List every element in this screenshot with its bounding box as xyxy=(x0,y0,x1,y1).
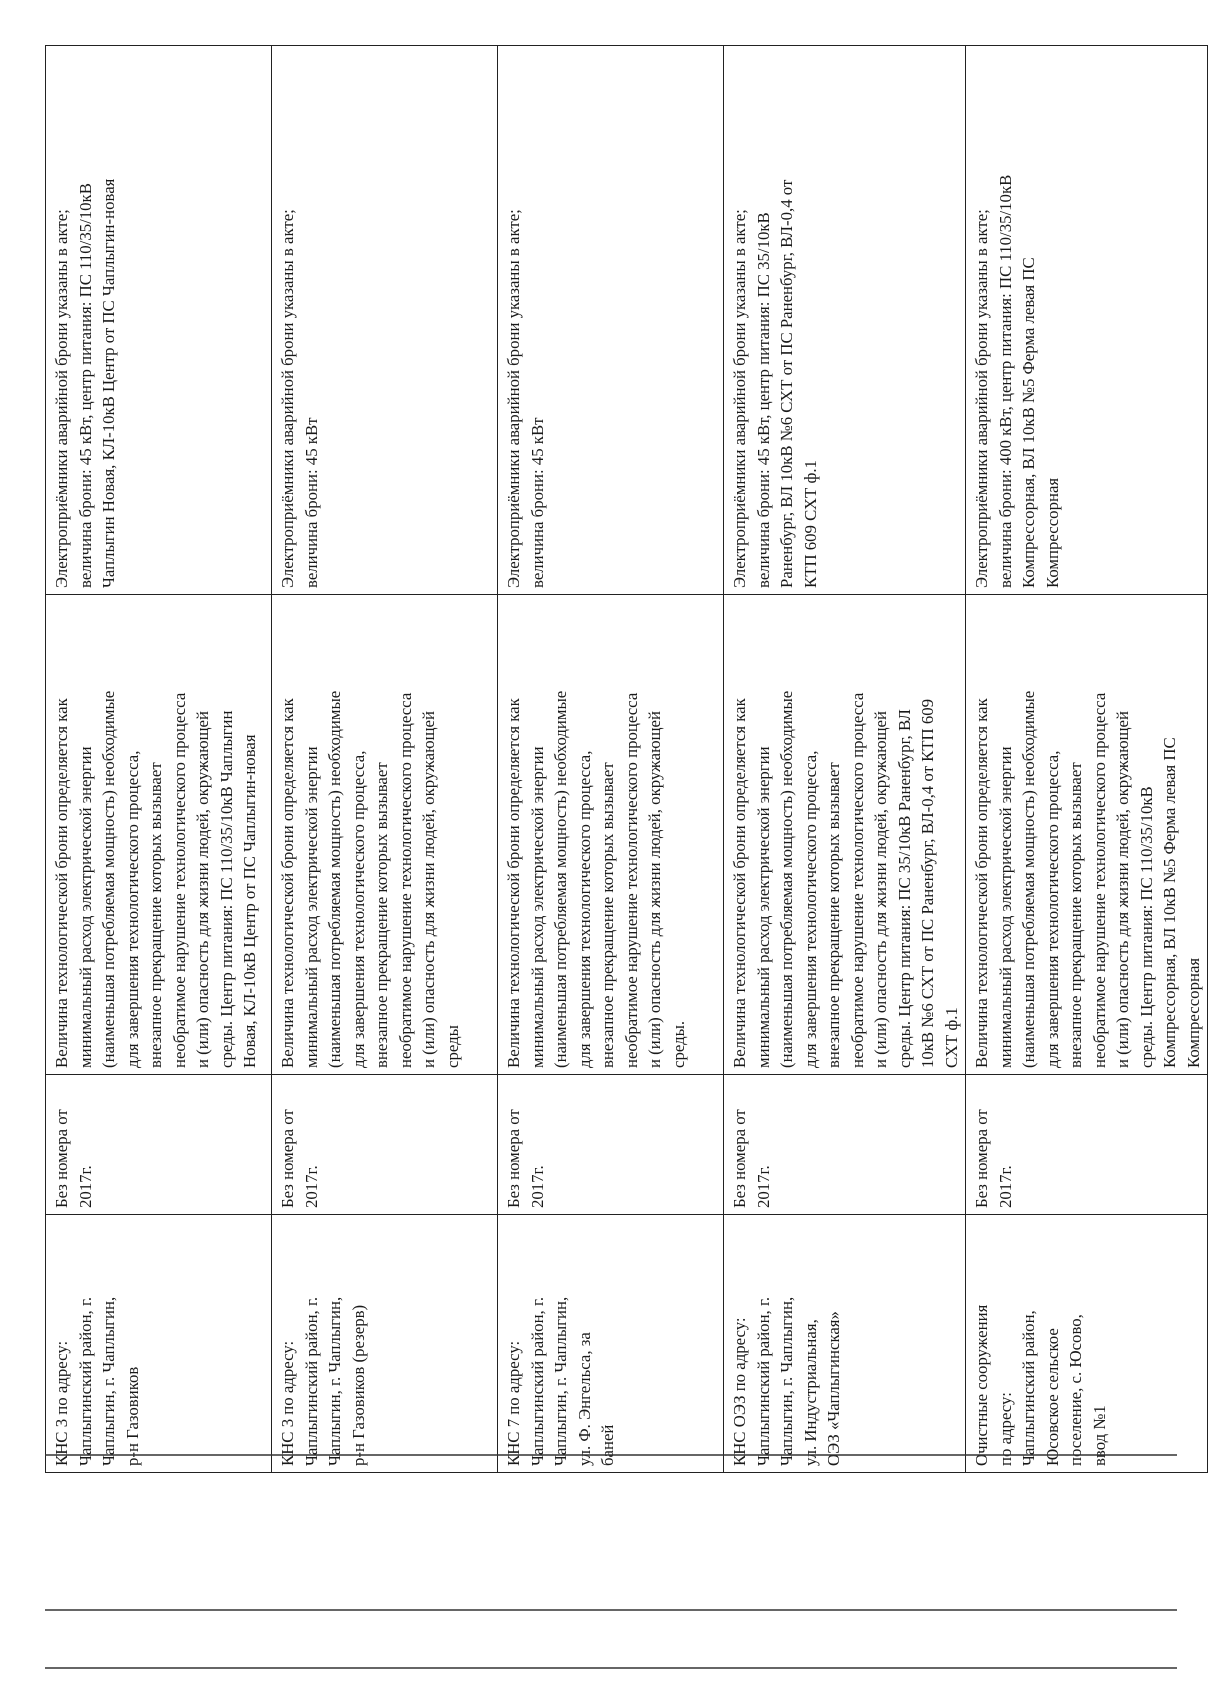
technological-reserve-cell: Величина технологической брони определяется как минимальный расход электрической энергии (наименьшая потребляемая мощность) необходимые для завершения технологического процесса, внезапное прекращение которых вызывает необратимое нарушение технологического процесса и (или) опасность для жизни людей, окружающей среды. Центр питания: ПС 110/35/10кВ Чаплыгин Новая, КЛ-10кВ Центр от ПС Чаплыгин-новая xyxy=(46,595,272,1075)
table-row xyxy=(724,46,966,1473)
technological-reserve-cell: Величина технологической брони определяется как минимальный расход электрической энергии (наименьшая потребляемая мощность) необходимые для завершения технологического процесса, внезапное прекращение которых вызывает необратимое нарушение технологического процесса и (или) опасность для жизни людей, окружающей среды. Центр питания: ПС 35/10кВ Раненбург, ВЛ 10кВ №6 СХТ от ПС Раненбург, ВЛ-0,4 от КТП 609 СХТ ф.1 xyxy=(724,595,966,1075)
object-cell: Очистные сооружения по адресу: Чаплыгинский район, Юсовское сельское поселение, с. Юсово, ввод №1 xyxy=(966,1215,1208,1473)
act-cell: Без номера от 2017г. xyxy=(272,1075,498,1215)
table-row xyxy=(966,46,1208,1473)
object-cell: КНС 7 по адресу: Чаплыгинский район, г. Чаплыгин, г. Чаплыгин, ул. Ф. Энгельса, за баней xyxy=(498,1215,724,1473)
technological-reserve-cell: Величина технологической брони определяется как минимальный расход электрической энергии (наименьшая потребляемая мощность) необходимые для завершения технологического процесса, внезапное прекращение которых вызывает необратимое нарушение технологического процесса и (или) опасность для жизни людей, окружающей среды xyxy=(272,595,498,1075)
technological-reserve-cell: Величина технологической брони определяется как минимальный расход электрической энергии (наименьшая потребляемая мощность) необходимые для завершения технологического процесса, внезапное прекращение которых вызывает необратимое нарушение технологического процесса и (или) опасность для жизни людей, окружающей среды. xyxy=(498,595,724,1075)
object-cell: КНС 3 по адресу: Чаплыгинский район, г. Чаплыгин, г. Чаплыгин, р-н Газовиков xyxy=(46,1215,272,1473)
emergency-reserve-cell: Электроприёмники аварийной брони указаны в акте; величина брони: 45 кВт, центр питания: ПС 110/35/10кВ Чаплыгин Новая, КЛ-10кВ Центр от ПС Чаплыгин-новая xyxy=(46,46,272,595)
emergency-reserve-cell: Электроприёмники аварийной брони указаны в акте; величина брони: 45 кВт xyxy=(498,46,724,595)
table-row xyxy=(498,46,724,1473)
object-cell: КНС 3 по адресу: Чаплыгинский район, г. Чаплыгин, г. Чаплыгин, р-н Газовиков (резерв) xyxy=(272,1215,498,1473)
reserve-table-container xyxy=(45,46,1203,1473)
table-row xyxy=(46,46,272,1473)
act-cell: Без номера от 2017г. xyxy=(966,1075,1208,1215)
act-cell: Без номера от 2017г. xyxy=(46,1075,272,1215)
act-cell: Без номера от 2017г. xyxy=(724,1075,966,1215)
emergency-reserve-cell: Электроприёмники аварийной брони указаны в акте; величина брони: 45 кВт, центр питания: ПС 35/10кВ Раненбург, ВЛ 10кВ №6 СХТ от ПС Раненбург, ВЛ-0,4 от КТП 609 СХТ ф.1 xyxy=(724,46,966,595)
object-cell: КНС ОЭЗ по адресу: Чаплыгинский район, г. Чаплыгин, г. Чаплыгин, ул. Индустриальная, ОЭЗ «Чаплыгинская» xyxy=(724,1215,966,1473)
table-row xyxy=(272,46,498,1473)
act-cell: Без номера от 2017г. xyxy=(498,1075,724,1215)
reserve-table xyxy=(45,45,1208,1473)
emergency-reserve-cell: Электроприёмники аварийной брони указаны в акте; величина брони: 400 кВт, центр питания: ПС 110/35/10кВ Компрессорная, ВЛ 10кВ №5 Ферма левая ПС Компрессорная xyxy=(966,46,1208,595)
technological-reserve-cell: Величина технологической брони определяется как минимальный расход электрической энергии (наименьшая потребляемая мощность) необходимые для завершения технологического процесса, внезапное прекращение которых вызывает необратимое нарушение технологического процесса и (или) опасность для жизни людей, окружающей среды. Центр питания: ПС 110/35/10кВ Компрессорная, ВЛ 10кВ №5 Ферма левая ПС Компрессорная xyxy=(966,595,1208,1075)
rotated-page-region xyxy=(45,46,1203,1473)
emergency-reserve-cell: Электроприёмники аварийной брони указаны в акте; величина брони: 45 кВт xyxy=(272,46,498,595)
